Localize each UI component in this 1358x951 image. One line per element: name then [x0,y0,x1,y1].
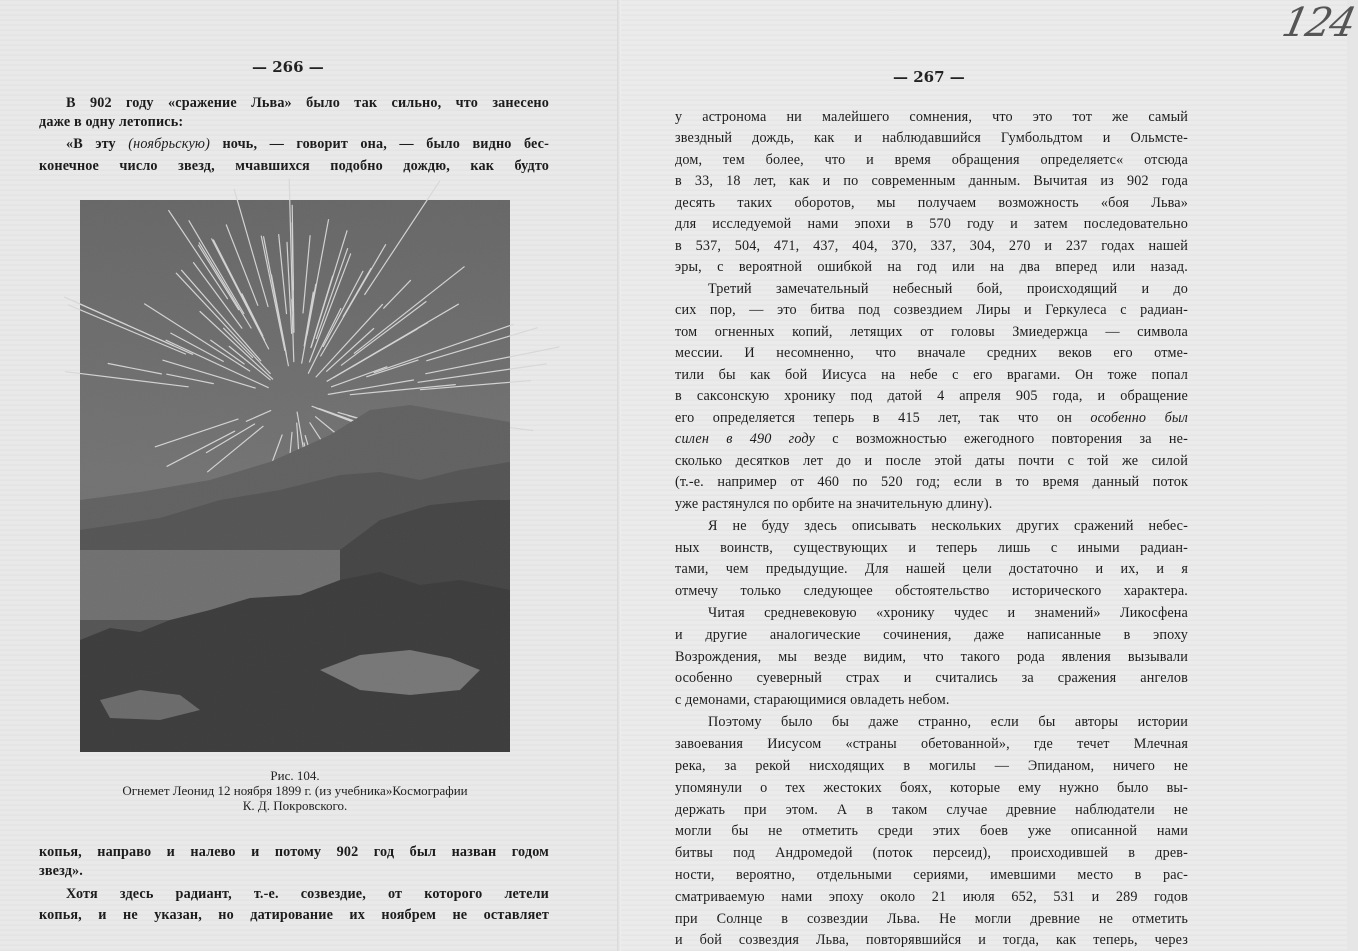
text-line: тами, чем предыдущие. Для нашей цели достаточно и их, и я [675,561,1188,577]
text-segment: его определяется теперь в 415 лет, так что он [675,410,1072,426]
figure-caption-source: К. Д. Покровского. [242,798,348,813]
leonid-meteor-engraving [80,200,510,752]
text-line: в 537, 504, 471, 437, 404, 370, 337, 304, 270 и 237 годах нашей [675,238,1188,254]
text-line: особенно суеверный страх и считались за сражения ангелов [675,670,1188,686]
text-line: ных воинств, существующих и теперь лишь с иными радиан- [675,540,1188,556]
text-line: копья, направо и налево и потому 902 год был назван годом [39,844,549,860]
text-line: у астронома ни малейшего сомнения, что это тот же самый [675,109,1188,125]
text-line: битвы под Андромедой (поток персеид), происходившей в древ- [675,845,1188,861]
text-line: сколько десятков лет до и после этой даты почти с той же силой [675,453,1188,469]
text-line: копья, и не указан, но датирование их ноябрем не оставляет [39,907,549,923]
text-line: река, за рекой нисходящих в могилы — Эпиданом, ничего не [675,758,1188,774]
page-number-right: — 267 — [893,68,965,86]
text-line: в 33, 18 лет, как и по современным данным. Вычитая из 902 года [675,173,1188,189]
text-line: Возрождения, мы везде видим, что такого рода явления вызывали [675,649,1188,665]
text-line: десять таких оборотов, мы получаем возможность «боя Льва» [675,195,1188,211]
meteor-shower-illustration [80,200,510,752]
text-line: сих пор, — это битва под созвездием Лиры и Геркулеса с радиан- [675,302,1188,318]
text-segment: с возможностью ежегодного повторения за не- [832,431,1188,447]
text-line: отмечу только следующее обстоятельство исторического характера. [675,583,1188,599]
text-line: сматриваемую нами эпоху около 21 июля 652, 531 и 289 годов [675,889,1188,905]
text-line: мессии. И несомненно, что вначале средних веков его отме- [675,345,1188,361]
text-line: Хотя здесь радиант, т.-е. созвездие, от которого летели [66,886,549,902]
text-line: звездный дождь, как и наблюдавшийся Гумбольдтом и Ольмсте- [675,130,1188,146]
quote-rest: ночь, — говорит она, — было видно бес- [222,136,549,152]
text-line: могли бы не отметить среди этих боев уже описанной нами [675,823,1188,839]
text-line: и бой созвездия Льва, повторявшийся и тогда, как теперь, через [675,932,1188,948]
text-line: эры, с вероятной ошибкой на год или на два вперед или назад. [675,259,1188,275]
text-line: ности, вероятно, отдельными сериями, имевшими место в рас- [675,867,1188,883]
text-line: конечное число звезд, мчавшихся подобно дождю, как будто [39,158,549,174]
text-line: при Солнце в созвездии Льва. Не могли древние не отметить [675,911,1188,927]
text-line: В 902 году «сражение Льва» было так сильно, что занесено [66,95,549,111]
text-line: держать при этом. А в таком случае древние наблюдатели не [675,802,1188,818]
text-line: (т.-е. например от 460 по 520 год; если в то время данный поток [675,474,1188,490]
text-line: с демонами, старающимися овладеть небом. [675,692,950,708]
text-line: для исследуемой нами эпохи в 570 году и затем последовательно [675,216,1188,232]
text-line: тили бы как бой Иисуса на небе с его врагами. Он тоже попал [675,367,1188,383]
quote-line [66,135,549,153]
italic-emphasis: особенно был [1090,410,1188,426]
text-line: и другие аналогические сочинения, даже написанные в эпоху [675,627,1188,643]
italic-emphasis: силен в 490 году [675,431,815,447]
text-line: Третий замечательный небесный бой, происходящий и до [708,281,1188,297]
handwritten-page-mark: 124 [1278,0,1358,46]
text-line-with-italic [675,430,1188,448]
text-line: Поэтому было бы даже странно, если бы авторы истории [708,714,1188,730]
text-line: упомянули о тех жестоких боях, которые ему нужно было вы- [675,780,1188,796]
text-line: звезд». [39,863,83,879]
quote-italic: (ноябрьскую) [128,136,210,152]
text-line: даже в одну летопись: [39,114,184,130]
text-line: завоевания Иисусом «страны обетованной», где течет Млечная [675,736,1188,752]
text-line: уже растянулся по орбите на значительную длину). [675,496,993,512]
page-number-left: — 266 — [252,58,324,76]
text-line: дом, тем более, что и время обращения определяетс« отсюда [675,152,1188,168]
quote-start: «В эту [66,136,116,152]
text-line: Я не буду здесь описывать нескольких других сражений небес- [708,518,1188,534]
figure-caption-number: Рис. 104. [270,768,320,783]
figure-caption-title: Огнемет Леонид 12 ноября 1899 г. (из учебника»Космографии [122,783,468,798]
text-line: в саксонскую хронику под датой 4 апреля 905 года, и обращение [675,388,1188,404]
page-gutter [617,0,621,951]
text-line-with-italic [675,409,1188,427]
text-line: том огненных копий, летящих от головы Змиедержца — символа [675,324,1188,340]
text-line: Читая средневековую «хронику чудес и знамений» Ликосфена [708,605,1188,621]
